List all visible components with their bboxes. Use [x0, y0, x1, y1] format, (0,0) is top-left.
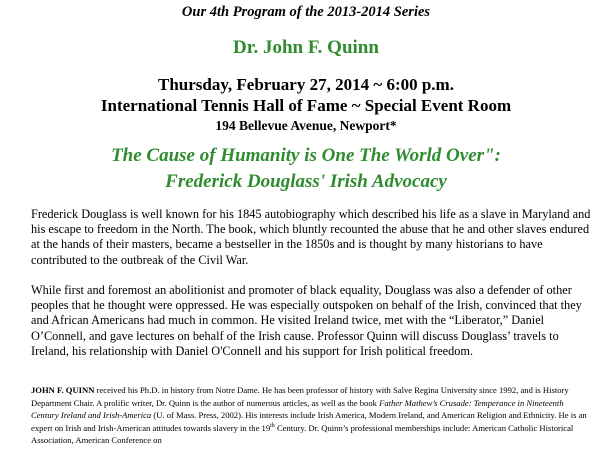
bio-text-2: (U. of Mass. Press, 2002). His interests include Irish America, Modern Ireland, and American Religion and Ethnicity. He is an expert on Irish and Irish-American attitudes towards slavery in the 19 [31, 410, 587, 433]
event-address: 194 Bellevue Avenue, Newport* [215, 118, 397, 133]
bio-text-3: Century. Dr. Quinn’s professional memberships include: American Catholic Historical Association, American Conference on [31, 422, 574, 446]
talk-title-line-2: Frederick Douglass' Irish Advocacy [165, 171, 447, 192]
bio-text-1: received his Ph.D. in history from Notre Dame. He has been professor of history with Salve Regina University since 1992, and is History Department Chair. A prolific writer, Dr. Quinn is the author of numerous articles, as well as the book [31, 385, 569, 408]
description-paragraph-1: Frederick Douglass is well known for his 1845 autobiography which described his life as a slave in Maryland and his escape to freedom in the North. The book, which bluntly recounted the abuse that he and other slaves endured at the hands of their masters, became a bestseller in the 1850s and is thought by many historians to have contributed to the outbreak of the Civil War. [31, 207, 591, 267]
bio-name: JOHN F. QUINN [31, 385, 95, 395]
bio-superscript: th [270, 422, 275, 429]
event-datetime: Thursday, February 27, 2014 ~ 6:00 p.m. [158, 75, 454, 94]
description-paragraph-2: While first and foremost an abolitionist and promoter of black equality, Douglass was also a defender of other peoples that he thought were oppressed. He was especially outspoken on behalf of the Irish, convinced that they and African Americans had much in common. He visited Ireland twice, met with the “Liberator,” Daniel O’Connell, and gave lectures on behalf of the Irish cause. Professor Quinn will discuss Douglass’ travels to Ireland, his relationship with Daniel O'Connell and his support for Irish political freedom. [31, 283, 582, 358]
talk-title-line-1: The Cause of Humanity is One The World Over": [111, 145, 501, 166]
bio-book-title: Father Mathew’s Crusade: Temperance in Nineteenth Century Ireland and Irish-America [31, 397, 564, 421]
speaker-name: Dr. John F. Quinn [233, 37, 379, 58]
series-line: Our 4th Program of the 2013-2014 Series [181, 4, 431, 20]
event-venue: International Tennis Hall of Fame ~ Special Event Room [100, 96, 512, 115]
speaker-bio [31, 384, 593, 447]
